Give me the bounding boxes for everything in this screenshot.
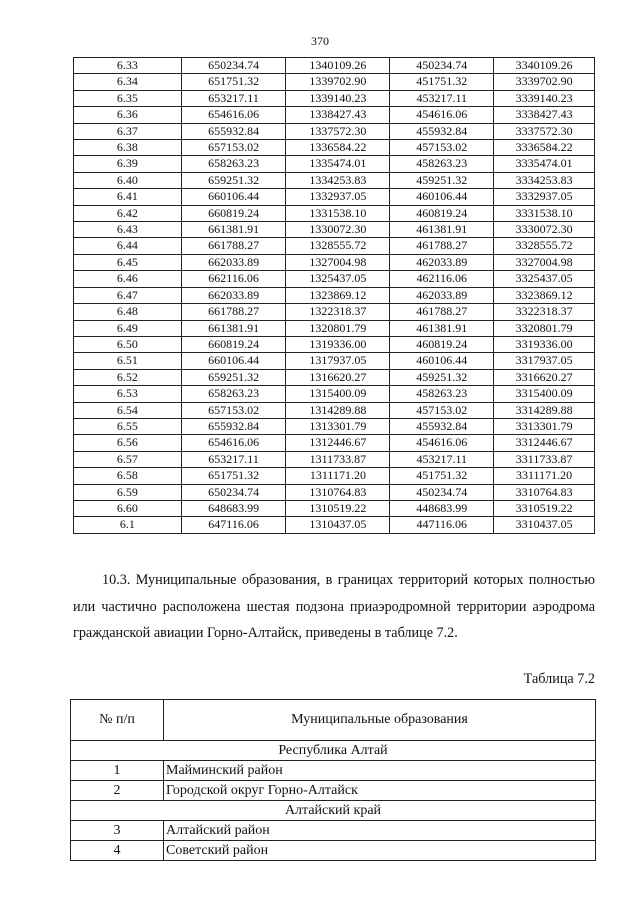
table-row xyxy=(74,271,595,287)
table-cell: 1316620.27 xyxy=(286,369,390,385)
table-cell: 457153.02 xyxy=(390,140,494,156)
table-cell: 3311171.20 xyxy=(494,468,595,484)
municipality-number: 2 xyxy=(71,781,164,801)
table-cell: 3332937.05 xyxy=(494,189,595,205)
table-cell: 1320801.79 xyxy=(286,320,390,336)
table-cell: 1311171.20 xyxy=(286,468,390,484)
table-cell: 657153.02 xyxy=(181,402,286,418)
table-cell: 6.35 xyxy=(74,90,182,106)
table-cell: 1327004.98 xyxy=(286,254,390,270)
table-cell: 451751.32 xyxy=(390,468,494,484)
municipality-name: Советский район xyxy=(164,841,596,861)
table-cell: 3311733.87 xyxy=(494,451,595,467)
table-cell: 1338427.43 xyxy=(286,107,390,123)
table-cell: 6.52 xyxy=(74,369,182,385)
table-cell: 3322318.37 xyxy=(494,304,595,320)
table-cell: 6.47 xyxy=(74,287,182,303)
table-cell: 6.1 xyxy=(74,517,182,533)
table-cell: 3317937.05 xyxy=(494,353,595,369)
table-cell: 658263.23 xyxy=(181,386,286,402)
table-cell: 460819.24 xyxy=(390,336,494,352)
table-cell: 1313301.79 xyxy=(286,418,390,434)
municipality-row xyxy=(71,781,596,801)
coordinates-table-body xyxy=(74,58,595,534)
municipalities-table-body xyxy=(71,700,596,861)
table-cell: 662116.06 xyxy=(181,271,286,287)
table-cell: 451751.32 xyxy=(390,74,494,90)
table-cell: 6.36 xyxy=(74,107,182,123)
table-cell: 659251.32 xyxy=(181,369,286,385)
table-cell: 458263.23 xyxy=(390,386,494,402)
table-cell: 651751.32 xyxy=(181,468,286,484)
table-cell: 3310519.22 xyxy=(494,500,595,516)
table-cell: 460106.44 xyxy=(390,189,494,205)
table-row xyxy=(74,222,595,238)
table-row xyxy=(74,418,595,434)
table-cell: 3340109.26 xyxy=(494,58,595,74)
table-cell: 1310519.22 xyxy=(286,500,390,516)
table-cell: 661788.27 xyxy=(181,238,286,254)
table-cell: 3337572.30 xyxy=(494,123,595,139)
table-cell: 450234.74 xyxy=(390,58,494,74)
table-row xyxy=(74,500,595,516)
table-cell: 6.56 xyxy=(74,435,182,451)
table-cell: 1337572.30 xyxy=(286,123,390,139)
table-cell: 6.51 xyxy=(74,353,182,369)
table-row xyxy=(74,58,595,74)
table-cell: 1319336.00 xyxy=(286,336,390,352)
table-cell: 458263.23 xyxy=(390,156,494,172)
table-row xyxy=(74,90,595,106)
table-cell: 3316620.27 xyxy=(494,369,595,385)
table-cell: 6.59 xyxy=(74,484,182,500)
table-row xyxy=(74,304,595,320)
table-row xyxy=(74,386,595,402)
table-cell: 6.44 xyxy=(74,238,182,254)
table-cell: 6.46 xyxy=(74,271,182,287)
table-cell: 3339702.90 xyxy=(494,74,595,90)
municipality-number: 3 xyxy=(71,821,164,841)
table-cell: 655932.84 xyxy=(181,123,286,139)
table-cell: 453217.11 xyxy=(390,90,494,106)
table-cell: 6.43 xyxy=(74,222,182,238)
table-cell: 3334253.83 xyxy=(494,172,595,188)
table-cell: 647116.06 xyxy=(181,517,286,533)
region-row xyxy=(71,801,596,821)
table-cell: 3327004.98 xyxy=(494,254,595,270)
table-row xyxy=(74,517,595,533)
table-cell: 660106.44 xyxy=(181,353,286,369)
table-cell: 1331538.10 xyxy=(286,205,390,221)
table-cell: 1340109.26 xyxy=(286,58,390,74)
table-cell: 1325437.05 xyxy=(286,271,390,287)
table-cell: 6.33 xyxy=(74,58,182,74)
table-cell: 6.39 xyxy=(74,156,182,172)
table-cell: 459251.32 xyxy=(390,172,494,188)
table-cell: 6.38 xyxy=(74,140,182,156)
table-row xyxy=(74,484,595,500)
table-cell: 6.49 xyxy=(74,320,182,336)
table-cell: 6.48 xyxy=(74,304,182,320)
region-name: Республика Алтай xyxy=(71,741,596,761)
region-name: Алтайский край xyxy=(71,801,596,821)
table-cell: 650234.74 xyxy=(181,58,286,74)
table-cell: 448683.99 xyxy=(390,500,494,516)
table-cell: 657153.02 xyxy=(181,140,286,156)
table-cell: 658263.23 xyxy=(181,156,286,172)
table-row xyxy=(74,172,595,188)
table-cell: 3325437.05 xyxy=(494,271,595,287)
table-cell: 660106.44 xyxy=(181,189,286,205)
table-cell: 1322318.37 xyxy=(286,304,390,320)
municipality-row xyxy=(71,841,596,861)
table-cell: 3336584.22 xyxy=(494,140,595,156)
table-row xyxy=(74,336,595,352)
table-cell: 1310764.83 xyxy=(286,484,390,500)
table-cell: 653217.11 xyxy=(181,451,286,467)
table-cell: 6.34 xyxy=(74,74,182,90)
table-cell: 1335474.01 xyxy=(286,156,390,172)
table-cell: 653217.11 xyxy=(181,90,286,106)
table-cell: 6.42 xyxy=(74,205,182,221)
table-cell: 654616.06 xyxy=(181,435,286,451)
table-cell: 453217.11 xyxy=(390,451,494,467)
table-cell: 461381.91 xyxy=(390,320,494,336)
table-row xyxy=(74,468,595,484)
table-cell: 447116.06 xyxy=(390,517,494,533)
table-cell: 6.45 xyxy=(74,254,182,270)
table-cell: 655932.84 xyxy=(181,418,286,434)
municipality-name: Майминский район xyxy=(164,761,596,781)
table-cell: 651751.32 xyxy=(181,74,286,90)
table-cell: 1310437.05 xyxy=(286,517,390,533)
table-cell: 3335474.01 xyxy=(494,156,595,172)
municipality-name: Городской округ Горно-Алтайск xyxy=(164,781,596,801)
table-row xyxy=(74,189,595,205)
table-cell: 6.54 xyxy=(74,402,182,418)
table-row xyxy=(74,451,595,467)
table-cell: 659251.32 xyxy=(181,172,286,188)
table-cell: 6.60 xyxy=(74,500,182,516)
table-cell: 457153.02 xyxy=(390,402,494,418)
table-cell: 3338427.43 xyxy=(494,107,595,123)
table-cell: 660819.24 xyxy=(181,336,286,352)
table-cell: 6.40 xyxy=(74,172,182,188)
table-cell: 3339140.23 xyxy=(494,90,595,106)
table-cell: 661381.91 xyxy=(181,320,286,336)
table-cell: 1336584.22 xyxy=(286,140,390,156)
table-cell: 1315400.09 xyxy=(286,386,390,402)
table-cell: 3310437.05 xyxy=(494,517,595,533)
table-cell: 3331538.10 xyxy=(494,205,595,221)
table-row xyxy=(74,107,595,123)
municipalities-table xyxy=(70,699,596,861)
table-cell: 1312446.67 xyxy=(286,435,390,451)
section-paragraph: 10.3. Муниципальные образования, в границах территорий которых полностью или частично расположена шестая подзона приаэродромной территории аэродрома гражданской авиации Горно-Алтайск, приведены в таблице 7.2. xyxy=(73,572,595,641)
table-cell: 662033.89 xyxy=(181,254,286,270)
table-cell: 3314289.88 xyxy=(494,402,595,418)
table-cell: 6.58 xyxy=(74,468,182,484)
municipality-number: 4 xyxy=(71,841,164,861)
table-cell: 6.37 xyxy=(74,123,182,139)
table-row xyxy=(74,402,595,418)
table-cell: 3323869.12 xyxy=(494,287,595,303)
table-cell: 460106.44 xyxy=(390,353,494,369)
table-cell: 450234.74 xyxy=(390,484,494,500)
table-cell: 3330072.30 xyxy=(494,222,595,238)
table-cell: 661788.27 xyxy=(181,304,286,320)
table-cell: 1323869.12 xyxy=(286,287,390,303)
region-row xyxy=(71,741,596,761)
table-cell: 461788.27 xyxy=(390,304,494,320)
table-row xyxy=(74,140,595,156)
table-cell: 461381.91 xyxy=(390,222,494,238)
table-cell: 3320801.79 xyxy=(494,320,595,336)
table-cell: 3328555.72 xyxy=(494,238,595,254)
page-number: 370 xyxy=(311,34,329,48)
table-cell: 3310764.83 xyxy=(494,484,595,500)
table-cell: 1339702.90 xyxy=(286,74,390,90)
header-name: Муниципальные образования xyxy=(164,700,596,741)
table-cell: 648683.99 xyxy=(181,500,286,516)
table-cell: 455932.84 xyxy=(390,123,494,139)
table-row xyxy=(74,287,595,303)
table-row xyxy=(74,123,595,139)
municipalities-header-row xyxy=(71,700,596,741)
table-cell: 662033.89 xyxy=(181,287,286,303)
table-row xyxy=(74,254,595,270)
table-cell: 1311733.87 xyxy=(286,451,390,467)
table-cell: 1328555.72 xyxy=(286,238,390,254)
table-cell: 1339140.23 xyxy=(286,90,390,106)
table-cell: 650234.74 xyxy=(181,484,286,500)
table-cell: 460819.24 xyxy=(390,205,494,221)
table-cell: 3313301.79 xyxy=(494,418,595,434)
table-row xyxy=(74,369,595,385)
table-cell: 1314289.88 xyxy=(286,402,390,418)
table-cell: 6.57 xyxy=(74,451,182,467)
table-cell: 660819.24 xyxy=(181,205,286,221)
header-number xyxy=(71,700,164,741)
table-cell: 459251.32 xyxy=(390,369,494,385)
municipality-row xyxy=(71,761,596,781)
table-cell: 6.50 xyxy=(74,336,182,352)
table-cell: 1317937.05 xyxy=(286,353,390,369)
table-cell: 3312446.67 xyxy=(494,435,595,451)
municipality-row xyxy=(71,821,596,841)
table-cell: 3319336.00 xyxy=(494,336,595,352)
table-cell: 454616.06 xyxy=(390,107,494,123)
municipality-number: 1 xyxy=(71,761,164,781)
table-cell: 3315400.09 xyxy=(494,386,595,402)
table-cell: 462033.89 xyxy=(390,287,494,303)
table-row xyxy=(74,205,595,221)
table-cell: 455932.84 xyxy=(390,418,494,434)
table-cell: 462116.06 xyxy=(390,271,494,287)
table-cell: 654616.06 xyxy=(181,107,286,123)
table-cell: 461788.27 xyxy=(390,238,494,254)
table-row xyxy=(74,238,595,254)
table-cell: 6.55 xyxy=(74,418,182,434)
table-cell: 462033.89 xyxy=(390,254,494,270)
table-row xyxy=(74,320,595,336)
table-row xyxy=(74,156,595,172)
table-caption: Таблица 7.2 xyxy=(523,671,595,687)
table-cell: 6.53 xyxy=(74,386,182,402)
table-cell: 1332937.05 xyxy=(286,189,390,205)
coordinates-table xyxy=(73,57,595,534)
table-cell: 454616.06 xyxy=(390,435,494,451)
municipality-name: Алтайский район xyxy=(164,821,596,841)
table-cell: 661381.91 xyxy=(181,222,286,238)
table-row xyxy=(74,74,595,90)
table-cell: 1330072.30 xyxy=(286,222,390,238)
table-cell: 1334253.83 xyxy=(286,172,390,188)
table-row xyxy=(74,353,595,369)
header-number-text: № п/п xyxy=(99,712,135,727)
table-cell: 6.41 xyxy=(74,189,182,205)
table-row xyxy=(74,435,595,451)
